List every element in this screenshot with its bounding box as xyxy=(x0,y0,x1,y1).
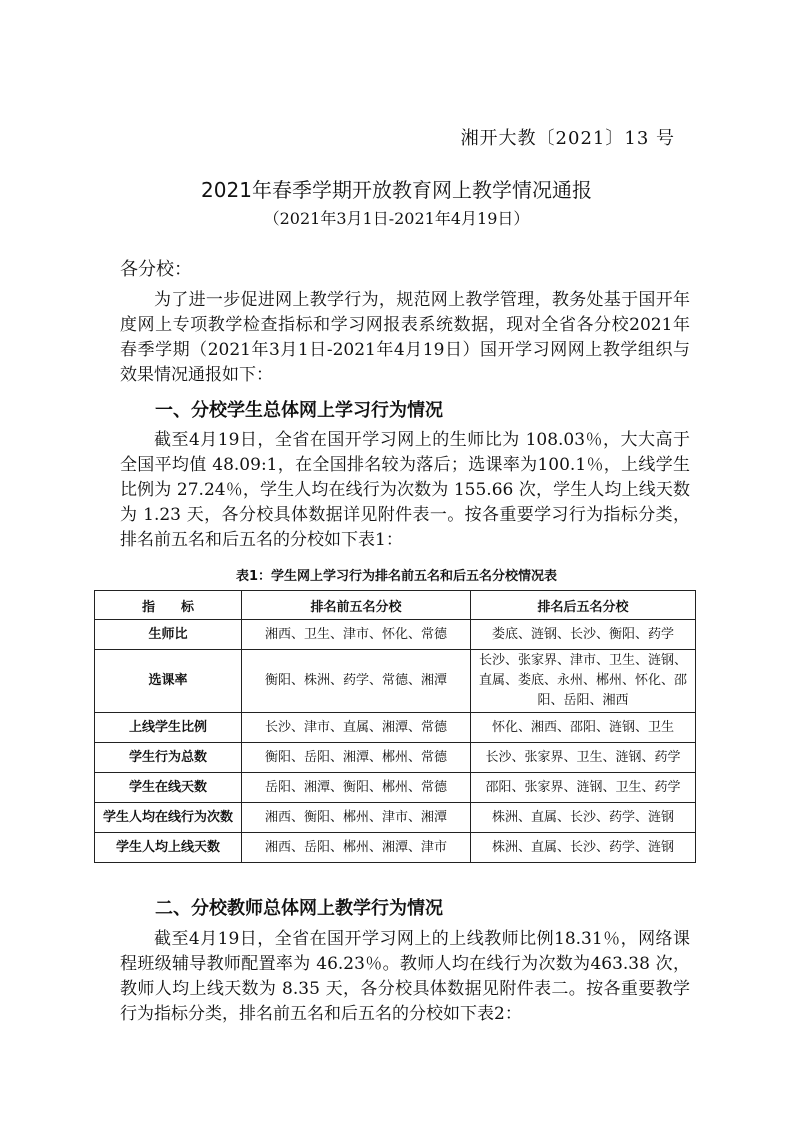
row-top5: 长沙、津市、直属、湘潭、常德 xyxy=(242,713,471,743)
document-title: 2021年春季学期开放教育网上教学情况通报 xyxy=(201,178,592,202)
table-row xyxy=(95,713,696,743)
row-bottom5: 娄底、涟钢、长沙、衡阳、药学 xyxy=(471,620,696,650)
header-bottom5: 排名后五名分校 xyxy=(471,591,696,620)
table-row xyxy=(95,803,696,833)
table-row xyxy=(95,620,696,650)
greeting: 各分校： xyxy=(120,259,192,280)
row-indicator: 生师比 xyxy=(95,620,242,650)
document-subtitle: （2021年3月1日-2021年4月19日） xyxy=(263,209,530,228)
header-top5: 排名前五名分校 xyxy=(242,591,471,620)
header-indicator: 指 标 xyxy=(95,591,242,620)
row-bottom5: 长沙、张家界、卫生、涟钢、药学 xyxy=(471,743,696,773)
student-summary-paragraph: 截至4月19日，全省在国开学习网上的生师比为 108.03％，大大高于全国平均值 48.09:1，在全国排名较为落后；选课率为100.1％，上线学生比例为 27.24％，学生人均在线行为次数为 155.66 次，学生人均上线天数为 1.23 天，各分校具体数据详见附件表一。按各重要学习行为指标分类，排名前五名和后五名的分校如下表1： xyxy=(120,430,690,550)
row-top5: 湘西、岳阳、郴州、湘潭、津市 xyxy=(242,833,471,863)
intro-paragraph: 为了进一步促进网上教学行为，规范网上教学管理，教务处基于国开年度网上专项教学检查指标和学习网报表系统数据，现对全省各分校2021年春季学期（2021年3月1日-2021年4月19日）国开学习网网上教学组织与效果情况通报如下： xyxy=(120,290,690,385)
row-top5: 衡阳、株洲、药学、常德、湘潭 xyxy=(242,650,471,713)
row-indicator: 学生在线天数 xyxy=(95,773,242,803)
table-row xyxy=(95,773,696,803)
row-bottom5: 株洲、直属、长沙、药学、涟钢 xyxy=(471,803,696,833)
row-top5: 湘西、衡阳、郴州、津市、湘潭 xyxy=(242,803,471,833)
teacher-summary-paragraph: 截至4月19日，全省在国开学习网上的上线教师比例18.31％，网络课程班级辅导教师配置率为 46.23％。教师人均在线行为次数为463.38 次，教师人均上线天数为 8.35 天，各分校具体数据见附件表二。按各重要教学行为指标分类，排名前五名和后五名的分校如下表2： xyxy=(120,929,690,1024)
row-top5: 衡阳、岳阳、湘潭、郴州、常德 xyxy=(242,743,471,773)
row-indicator: 学生行为总数 xyxy=(95,743,242,773)
section1-heading: 一、分校学生总体网上学习行为情况 xyxy=(155,400,443,421)
row-indicator: 上线学生比例 xyxy=(95,713,242,743)
row-bottom5: 怀化、湘西、邵阳、涟钢、卫生 xyxy=(471,713,696,743)
table1-caption: 表1：学生网上学习行为排名前五名和后五名分校情况表 xyxy=(235,569,558,584)
table-row xyxy=(95,743,696,773)
row-indicator: 学生人均上线天数 xyxy=(95,833,242,863)
row-bottom5: 长沙、张家界、津市、卫生、涟钢、直属、娄底、永州、郴州、怀化、邵阳、岳阳、湘西 xyxy=(471,650,696,713)
row-bottom5: 邵阳、张家界、涟钢、卫生、药学 xyxy=(471,773,696,803)
row-top5: 湘西、卫生、津市、怀化、常德 xyxy=(242,620,471,650)
row-bottom5: 株洲、直属、长沙、药学、涟钢 xyxy=(471,833,696,863)
row-indicator: 学生人均在线行为次数 xyxy=(95,803,242,833)
row-indicator: 选课率 xyxy=(95,650,242,713)
student-ranking-table xyxy=(94,590,696,863)
document-number: 湘开大教〔2021〕13 号 xyxy=(460,128,675,149)
table-header-row xyxy=(95,591,696,620)
table-row xyxy=(95,650,696,713)
table-row xyxy=(95,833,696,863)
section2-heading: 二、分校教师总体网上教学行为情况 xyxy=(155,898,443,919)
row-top5: 岳阳、湘潭、衡阳、郴州、常德 xyxy=(242,773,471,803)
